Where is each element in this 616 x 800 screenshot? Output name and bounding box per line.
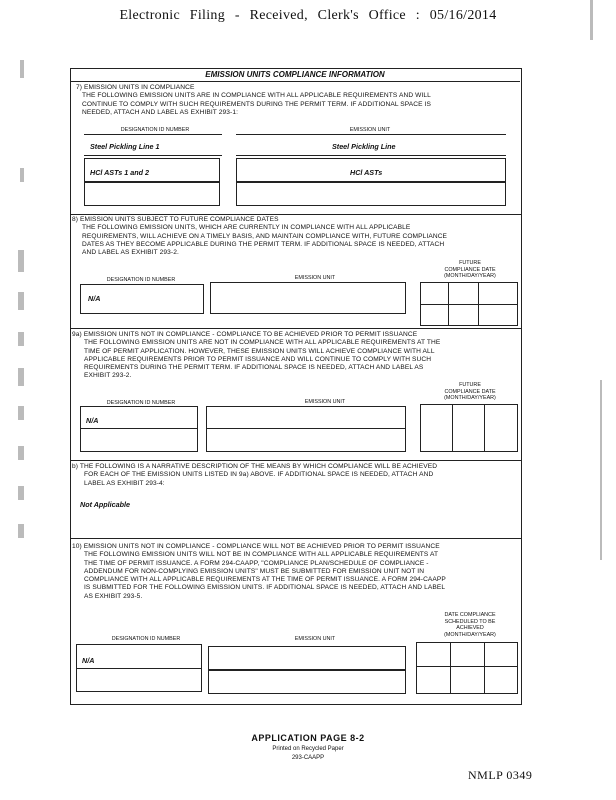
column-header-date-line: FUTURE	[459, 382, 481, 388]
column-header-date	[420, 382, 520, 402]
section-text-line: THE FOLLOWING EMISSION UNITS WILL NOT BE IN COMPLIANCE WITH ALL APPLICABLE REQUIREMENTS AT	[84, 551, 439, 559]
emission-unit-field[interactable]	[208, 670, 406, 694]
section-text-line: COMPLIANCE WITH ALL APPLICABLE REQUIREMENTS AT THE TIME OF PERMIT ISSUANCE. A FORM 294-CAAPP	[84, 576, 446, 584]
section-text-line: THE FOLLOWING EMISSION UNITS ARE IN COMPLIANCE WITH ALL APPLICABLE REQUIREMENTS AND WILL	[82, 92, 431, 100]
field-line	[206, 428, 406, 429]
field-line	[76, 668, 202, 669]
section-text-line: DATES AS THEY BECOME APPLICABLE DURING THE PERMIT TERM. IF ADDITIONAL SPACE IS NEEDED, ATTACH	[82, 240, 445, 248]
section-text-line: APPLICABLE REQUIREMENTS PRIOR TO PERMIT ISSUANCE AND WILL CONTINUE TO COMPLY WITH SUCH	[84, 355, 432, 363]
section-text-line: THE FOLLOWING EMISSION UNITS ARE NOT IN COMPLIANCE WITH ALL APPLICABLE REQUIREMENTS AT THE	[84, 339, 441, 347]
section-8-heading: 8) EMISSION UNITS SUBJECT TO FUTURE COMPLIANCE DATES	[72, 216, 279, 223]
section-text-line: IS SUBMITTED FOR THE FOLLOWING EMISSION UNITS. IF ADDITIONAL SPACE IS NEEDED, ATTACH AND LABEL	[84, 584, 446, 592]
section-7-text	[76, 84, 516, 117]
compliance-date-field[interactable]	[420, 404, 518, 452]
section-divider	[70, 328, 522, 329]
section-text-line: THE TIME OF PERMIT ISSUANCE. A FORM 294-CAAPP, "COMPLIANCE PLAN/SCHEDULE OF COMPLIANCE -	[84, 559, 429, 567]
designation-value: Steel Pickling Line 1	[90, 142, 160, 151]
emission-unit-field[interactable]	[208, 646, 406, 670]
scan-artifact	[18, 292, 24, 310]
date-divider	[484, 642, 485, 694]
section-text-line: REQUIREMENTS, WILL ACHIEVE ON A TIMELY BASIS, AND MAINTAIN COMPLIANCE WITH, FUTURE COMPLIANCE	[82, 232, 448, 240]
compliance-date-field[interactable]	[416, 642, 518, 694]
bates-number: NMLP 0349	[468, 768, 533, 782]
section-divider	[70, 460, 522, 461]
date-divider	[416, 666, 518, 667]
column-header-date	[420, 260, 520, 280]
scan-artifact	[20, 168, 24, 182]
section-9a-heading: 9a) EMISSION UNITS NOT IN COMPLIANCE - COMPLIANCE TO BE ACHIEVED PRIOR TO PERMIT ISSUANCE	[72, 331, 418, 338]
column-header-designation: DESIGNATION ID NUMBER	[106, 400, 176, 406]
na-value: N/A	[82, 656, 95, 665]
designation-field[interactable]	[84, 182, 220, 206]
section-text-line: ADDENDUM FOR NON-COMPLYING EMISSION UNITS" MUST BE SUBMITTED FOR EMISSION UNIT NOT IN	[84, 567, 425, 575]
column-header-designation: DESIGNATION ID NUMBER	[106, 277, 176, 283]
column-header-date-line: ACHIEVED	[456, 625, 484, 631]
column-header-date-line: (MONTH/DAY/YEAR)	[444, 395, 496, 401]
scan-artifact	[18, 406, 24, 420]
column-header-date-line: SCHEDULED TO BE	[444, 618, 496, 625]
scan-artifact	[18, 332, 24, 346]
section-10-heading: 10) EMISSION UNITS NOT IN COMPLIANCE - COMPLIANCE WILL NOT BE ACHIEVED PRIOR TO PERMIT ISSUANCE	[72, 543, 440, 550]
date-divider	[420, 304, 518, 305]
scan-artifact	[18, 524, 24, 538]
column-header-emission-unit: EMISSION UNIT	[349, 127, 391, 133]
column-header-emission-unit: EMISSION UNIT	[294, 636, 336, 642]
section-text-line: REQUIREMENTS DURING THE PERMIT TERM. IF ADDITIONAL SPACE IS NEEDED, ATTACH AND LABEL AS	[84, 364, 424, 372]
column-header-designation: DESIGNATION ID NUMBER	[120, 127, 190, 133]
field-line	[84, 155, 222, 156]
section-text-line: LABEL AS EXHIBIT 293-4:	[84, 479, 165, 487]
emission-unit-field[interactable]	[210, 282, 406, 314]
scan-artifact	[18, 486, 24, 500]
emission-unit-value: Steel Pickling Line	[332, 142, 396, 151]
scan-artifact	[18, 446, 24, 460]
section-text-line: FOR EACH OF THE EMISSION UNITS LISTED IN 9a) ABOVE. IF ADDITIONAL SPACE IS NEEDED, ATTACH AND	[84, 471, 434, 479]
field-line	[236, 134, 506, 135]
narrative-value: Not Applicable	[80, 500, 131, 509]
date-divider	[484, 404, 485, 452]
section-9b-text	[72, 463, 518, 488]
column-header-date	[420, 612, 520, 638]
column-header-emission-unit: EMISSION UNIT	[294, 275, 336, 281]
column-header-date-line: COMPLIANCE DATE	[444, 266, 496, 273]
section-text-line: NEEDED, ATTACH AND LABEL AS EXHIBIT 293-1:	[82, 108, 239, 116]
section-7-heading: 7) EMISSION UNITS IN COMPLIANCE	[76, 84, 195, 91]
section-divider	[70, 538, 522, 539]
field-line	[80, 428, 198, 429]
column-header-date-line: (MONTH/DAY/YEAR)	[444, 631, 496, 638]
section-text-line: CONTINUE TO COMPLY WITH SUCH REQUIREMENTS DURING THE PERMIT TERM. IF ADDITIONAL SPACE IS	[82, 100, 432, 108]
application-page-label: APPLICATION PAGE 8-2	[251, 733, 365, 743]
section-divider	[70, 214, 522, 215]
recycled-paper-note: Printed on Recycled Paper	[272, 746, 344, 752]
scan-artifact	[590, 0, 593, 40]
column-header-emission-unit: EMISSION UNIT	[304, 399, 346, 405]
column-header-date-line: (MONTH/DAY/YEAR)	[444, 273, 496, 279]
section-9a-text	[72, 331, 518, 381]
scan-artifact	[20, 60, 24, 78]
scan-artifact	[600, 380, 602, 560]
emission-unit-value: HCl ASTs	[350, 168, 383, 177]
field-line	[84, 134, 222, 135]
emission-unit-field[interactable]	[206, 406, 406, 452]
scan-artifact	[18, 368, 24, 386]
section-text-line: b) THE FOLLOWING IS A NARRATIVE DESCRIPTION OF THE MEANS BY WHICH COMPLIANCE WILL BE ACHIEVED	[72, 463, 438, 470]
column-header-designation: DESIGNATION ID NUMBER	[111, 636, 181, 642]
column-header-date-line: COMPLIANCE DATE	[444, 388, 496, 395]
section-8-text	[72, 216, 516, 257]
emission-unit-field[interactable]	[236, 182, 506, 206]
column-header-date-line: FUTURE	[459, 260, 481, 266]
designation-field[interactable]	[80, 406, 198, 452]
na-value: N/A	[86, 416, 99, 425]
form-title: EMISSION UNITS COMPLIANCE INFORMATION	[70, 68, 520, 82]
section-text-line: THE FOLLOWING EMISSION UNITS, WHICH ARE CURRENTLY IN COMPLIANCE WITH ALL APPLICABLE	[82, 224, 411, 232]
date-divider	[452, 404, 453, 452]
filing-stamp-header: Electronic Filing - Received, Clerk's Office : 05/16/2014	[119, 8, 497, 23]
section-text-line: AS EXHIBIT 293-5.	[84, 592, 143, 600]
designation-value: HCl ASTs 1 and 2	[90, 168, 149, 177]
date-divider	[450, 642, 451, 694]
section-text-line: AND LABEL AS EXHIBIT 293-2.	[82, 249, 179, 257]
section-10-text	[72, 543, 518, 601]
na-value: N/A	[88, 294, 101, 303]
form-number: 293-CAAPP	[291, 755, 325, 761]
scan-artifact	[18, 250, 24, 272]
field-line	[236, 155, 506, 156]
section-text-line: EXHIBIT 293-2.	[84, 372, 132, 380]
section-text-line: TIME OF PERMIT APPLICATION. HOWEVER, THESE EMISSION UNITS WILL ACHIEVE COMPLIANCE WITH ALL	[84, 347, 435, 355]
column-header-date-line: DATE COMPLIANCE	[444, 612, 496, 618]
